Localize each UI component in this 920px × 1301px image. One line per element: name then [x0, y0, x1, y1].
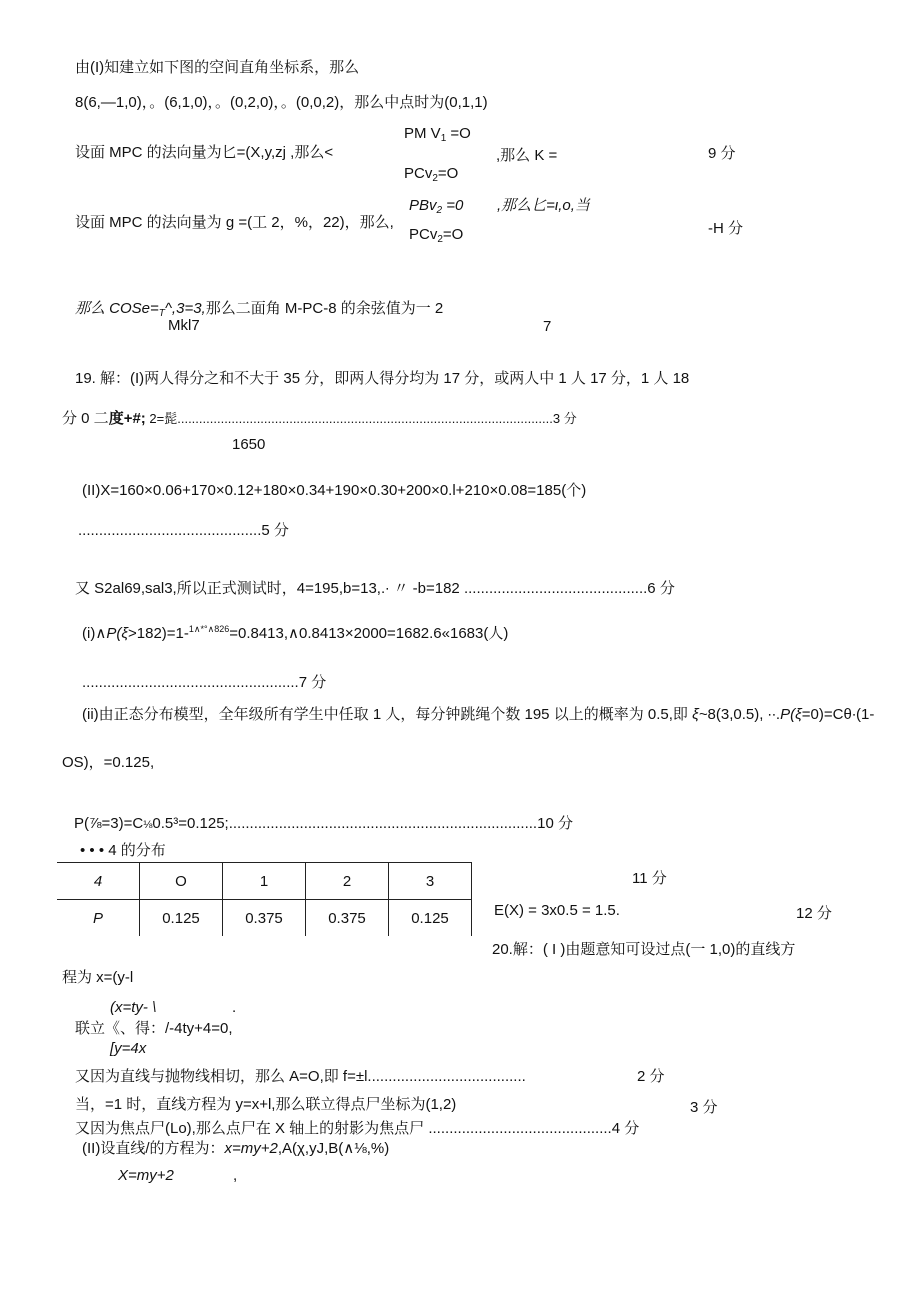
text-line: 19. 解：(I)两人得分之和不大于 35 分，即两人得分均为 17 分，或两人中 1 人 17 分，1 人 18 [75, 370, 690, 387]
text-line: , [233, 1167, 238, 1184]
subscript: T [158, 308, 165, 319]
text-line: • • • 4 的分布 [80, 842, 166, 859]
text-line: ............................................5 分 [78, 522, 289, 539]
text-fragment: (ii)由正态分布模型，全年级所有学生中任取 1 人，每分钟跳绳个数 195 以上的概率为 0.5,即 [82, 706, 693, 723]
eq-text: =O [442, 226, 464, 243]
distribution-table [57, 862, 472, 936]
text-line [62, 410, 577, 428]
text-fragment: x=my+2 [224, 1140, 278, 1157]
equation-line: (x=ty- \ [110, 999, 157, 1016]
text-line: ,那么 K = [496, 147, 558, 164]
equation-line [409, 226, 463, 246]
text-fragment: P(ξ [106, 625, 129, 642]
score-label: 12 分 [796, 905, 832, 922]
text-fragment: ,A(χ,yJ,B(∧⅛,%) [277, 1140, 390, 1157]
subscript: 1 [440, 133, 447, 144]
text-line: . [232, 999, 237, 1016]
text-line: 程为 x=(y-l [62, 969, 134, 986]
equation-line: [y=4x [110, 1040, 147, 1057]
equation-line [409, 197, 463, 217]
text-line: 7 [543, 318, 552, 335]
table-cell: 4 [57, 863, 140, 900]
text-line [75, 300, 443, 320]
text-line: ....................................................7 分 [82, 674, 327, 691]
text-fragment: 0.5³=0.125; [152, 815, 229, 832]
eq-text: PM V [404, 125, 441, 142]
score-label-clipped: -H 分 [708, 220, 743, 237]
table-row [57, 900, 472, 937]
text-fragment: P(⅞=3)=C [74, 815, 144, 832]
text-line: (II)X=160×0.06+170×0.12+180×0.34+190×0.30+200×0.l+210×0.08=185(个) [82, 482, 587, 499]
dotted-leader: ..........................................................................10 分 [228, 815, 573, 832]
text-fragment: P(ξ [780, 706, 802, 723]
text-line: 联立《、得：/-4ty+4=0, [75, 1020, 233, 1037]
text-fragment: 那么二面角 M-PC-8 的余弦值为一 2 [205, 300, 444, 317]
table-cell: 2 [306, 863, 389, 900]
text-line: OS)，=0.125, [62, 754, 155, 771]
text-line: 又因为直线与抛物线相切，那么 A=O,即 f=±l...................................... [75, 1068, 526, 1085]
table-cell: 0.125 [389, 900, 472, 937]
text-line [74, 815, 573, 833]
text-fragment: (i)∧ [82, 625, 107, 642]
score-label: 9 分 [708, 145, 736, 162]
equation-line-clipped [404, 165, 459, 184]
text-fragment: 度+#; [108, 410, 146, 427]
subscript: 2 [432, 173, 438, 184]
text-fragment: 8(3,0.5), ∙∙. [707, 706, 781, 723]
text-fragment: >182)=1- [128, 625, 189, 642]
text-fragment: ⅛ [143, 819, 153, 831]
eq-text: =0 [442, 197, 464, 214]
eq-text: =O [437, 165, 459, 182]
eq-text: 那么 COSe= [75, 300, 159, 317]
text-fragment: 分 0 二 [62, 410, 109, 427]
text-fragment: ξ~ [692, 706, 708, 723]
table-cell: 3 [389, 863, 472, 900]
text-line: 由(I)知建立如下图的空间直角坐标系，那么 [75, 59, 360, 76]
equation-line: X=my+2 [118, 1167, 174, 1184]
text-line: 8(6,—1,0)，。(6,1,0)，。(0,2,0)，。(0,0,2)，那么中点时为(0,1,1) [75, 94, 488, 111]
table-cell: P [57, 900, 140, 937]
text-line: 1650 [232, 436, 266, 453]
text-line: ,那么匕=ι,o,当 [497, 197, 590, 214]
eq-text: PBv [409, 197, 437, 214]
text-line: Mkl7 [168, 317, 200, 334]
text-line: 又因为焦点尸(Lo),那么点尸在 X 轴上的射影为焦点尸 ............................................4 分 [75, 1120, 640, 1137]
dotted-leader: ........................................................................................................3 分 [177, 411, 577, 426]
text-line: 设面 MPC 的法向量为 g =(工 2，%，22)，那么, [75, 214, 394, 231]
text-fragment: 2=髭 [145, 411, 178, 426]
subscript: 2 [436, 205, 443, 216]
text-line [82, 706, 874, 724]
text-fragment: (II)设直线/的方程为： [82, 1140, 225, 1157]
table-cell: 0.375 [306, 900, 389, 937]
score-label-clipped: 3 分 [690, 1099, 718, 1116]
text-line: 当，=1 时，直线方程为 y=x+l,那么联立得点尸坐标为(1,2) [75, 1096, 457, 1113]
text-line [82, 624, 508, 643]
text-line: 20.解：( I )由题意知可设过点(一 1,0)的直线方 [492, 941, 796, 958]
text-line: 设面 MPC 的法向量为匕=(X,y,zj ,那么< [75, 144, 334, 161]
score-label: 2 分 [637, 1068, 665, 1085]
text-line [82, 1140, 389, 1158]
eq-text: PCv [404, 165, 433, 182]
text-line: E(X) = 3x0.5 = 1.5. [494, 902, 620, 919]
subscript: 2 [437, 234, 443, 245]
score-label: 11 分 [632, 870, 667, 887]
table-cell: O [140, 863, 223, 900]
eq-text: ^,3=3, [164, 300, 206, 317]
table-cell: 1 [223, 863, 306, 900]
eq-text: =O [446, 125, 471, 142]
table-row [57, 863, 472, 900]
table-cell: 0.375 [223, 900, 306, 937]
equation-line [404, 125, 471, 145]
eq-text: PCv [409, 226, 438, 243]
superscript: 1∧*°∧826 [188, 624, 230, 634]
text-fragment: =0)=Cθ∙(1- [801, 706, 875, 723]
text-fragment: =0.8413,∧0.8413×2000=1682.6«1683(人) [229, 625, 509, 642]
table-cell: 0.125 [140, 900, 223, 937]
text-line: 又 S2al69,sal3,所以正式测试时，4=195,b=13,.∙ 〃 -b=182 ............................................6 分 [75, 580, 675, 597]
